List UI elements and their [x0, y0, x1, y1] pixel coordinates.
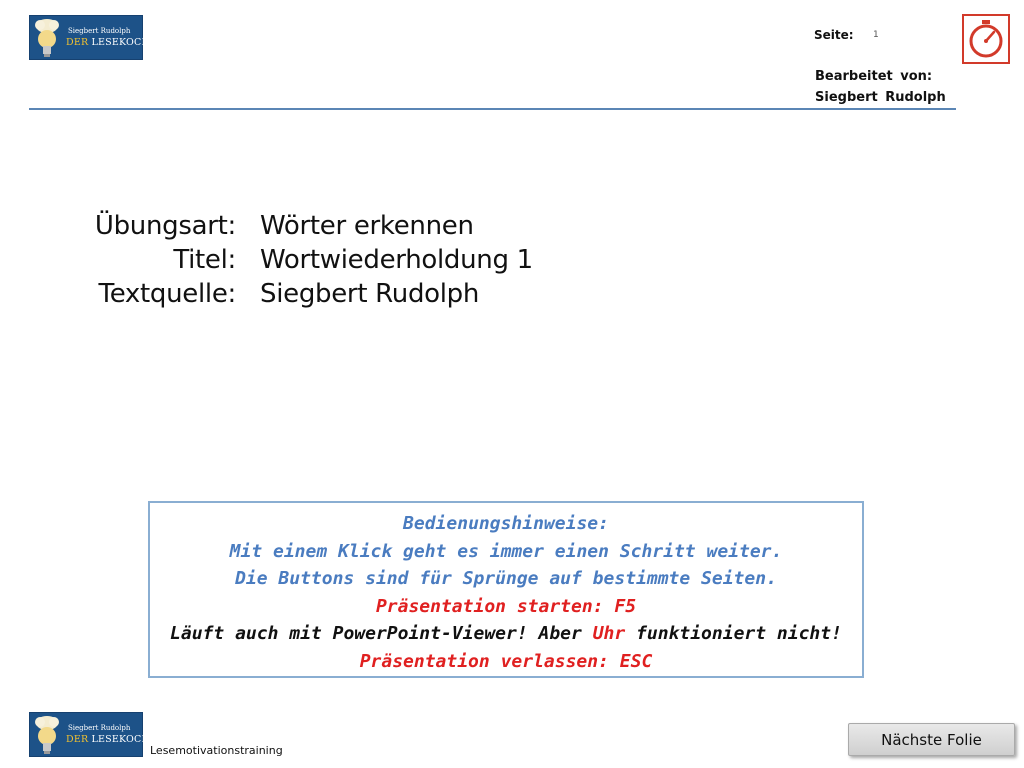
hint-line-start: Präsentation starten: F5: [375, 595, 637, 617]
hint-line-exit: Präsentation verlassen: ESC: [359, 650, 653, 672]
exercise-type-value: Wörter erkennen: [260, 211, 474, 241]
page-label: Seite:: [814, 28, 854, 42]
hints-heading: Bedienungshinweise:: [403, 513, 609, 534]
stopwatch-button[interactable]: [962, 14, 1010, 64]
logo-author: Siegbert Rudolph: [68, 27, 131, 35]
edited-by-name: Siegbert Rudolph: [815, 90, 946, 105]
exercise-type-label: Übungsart:: [94, 211, 236, 241]
logo-top: [29, 15, 151, 60]
title-label: Titel:: [173, 245, 236, 275]
edited-by-label: Bearbeitet von:: [815, 69, 933, 84]
chef-lightbulb-icon: [32, 17, 66, 60]
edited-by: [815, 66, 946, 108]
logo-title-main: LESEKOCH: [91, 734, 151, 745]
hint-line-viewer: [150, 620, 862, 648]
source-label: Textquelle:: [98, 279, 236, 309]
logo-title: [66, 734, 150, 745]
logo-title: [66, 37, 150, 48]
hint-line-buttons: Die Buttons sind für Sprünge auf bestimmte Seiten.: [235, 568, 777, 589]
stopwatch-icon: [964, 16, 1008, 62]
logo-title-main: LESEKOCH: [91, 37, 151, 48]
logo-title-prefix: DER: [66, 37, 92, 48]
title-value: Wortwiederholdung 1: [260, 245, 533, 275]
footer-label: Lesemotivationstraining: [150, 744, 283, 757]
hint-viewer-part2: funktioniert nicht!: [625, 623, 842, 644]
logo-author: Siegbert Rudolph: [68, 724, 131, 732]
source-value: Siegbert Rudolph: [260, 279, 480, 309]
usage-hints-box: [148, 501, 864, 678]
hint-line-click: Mit einem Klick geht es immer einen Schritt weiter.: [229, 540, 783, 562]
logo-bottom: [29, 712, 151, 757]
hint-viewer-clock: Uhr: [592, 623, 626, 644]
logo-title-prefix: DER: [66, 734, 92, 745]
next-slide-button[interactable]: Nächste Folie: [848, 723, 1015, 756]
hint-viewer-part1: Läuft auch mit PowerPoint-Viewer! Aber: [170, 623, 593, 644]
page-number: 1: [873, 30, 879, 40]
header-divider: [29, 108, 956, 110]
chef-lightbulb-icon: [32, 714, 66, 757]
